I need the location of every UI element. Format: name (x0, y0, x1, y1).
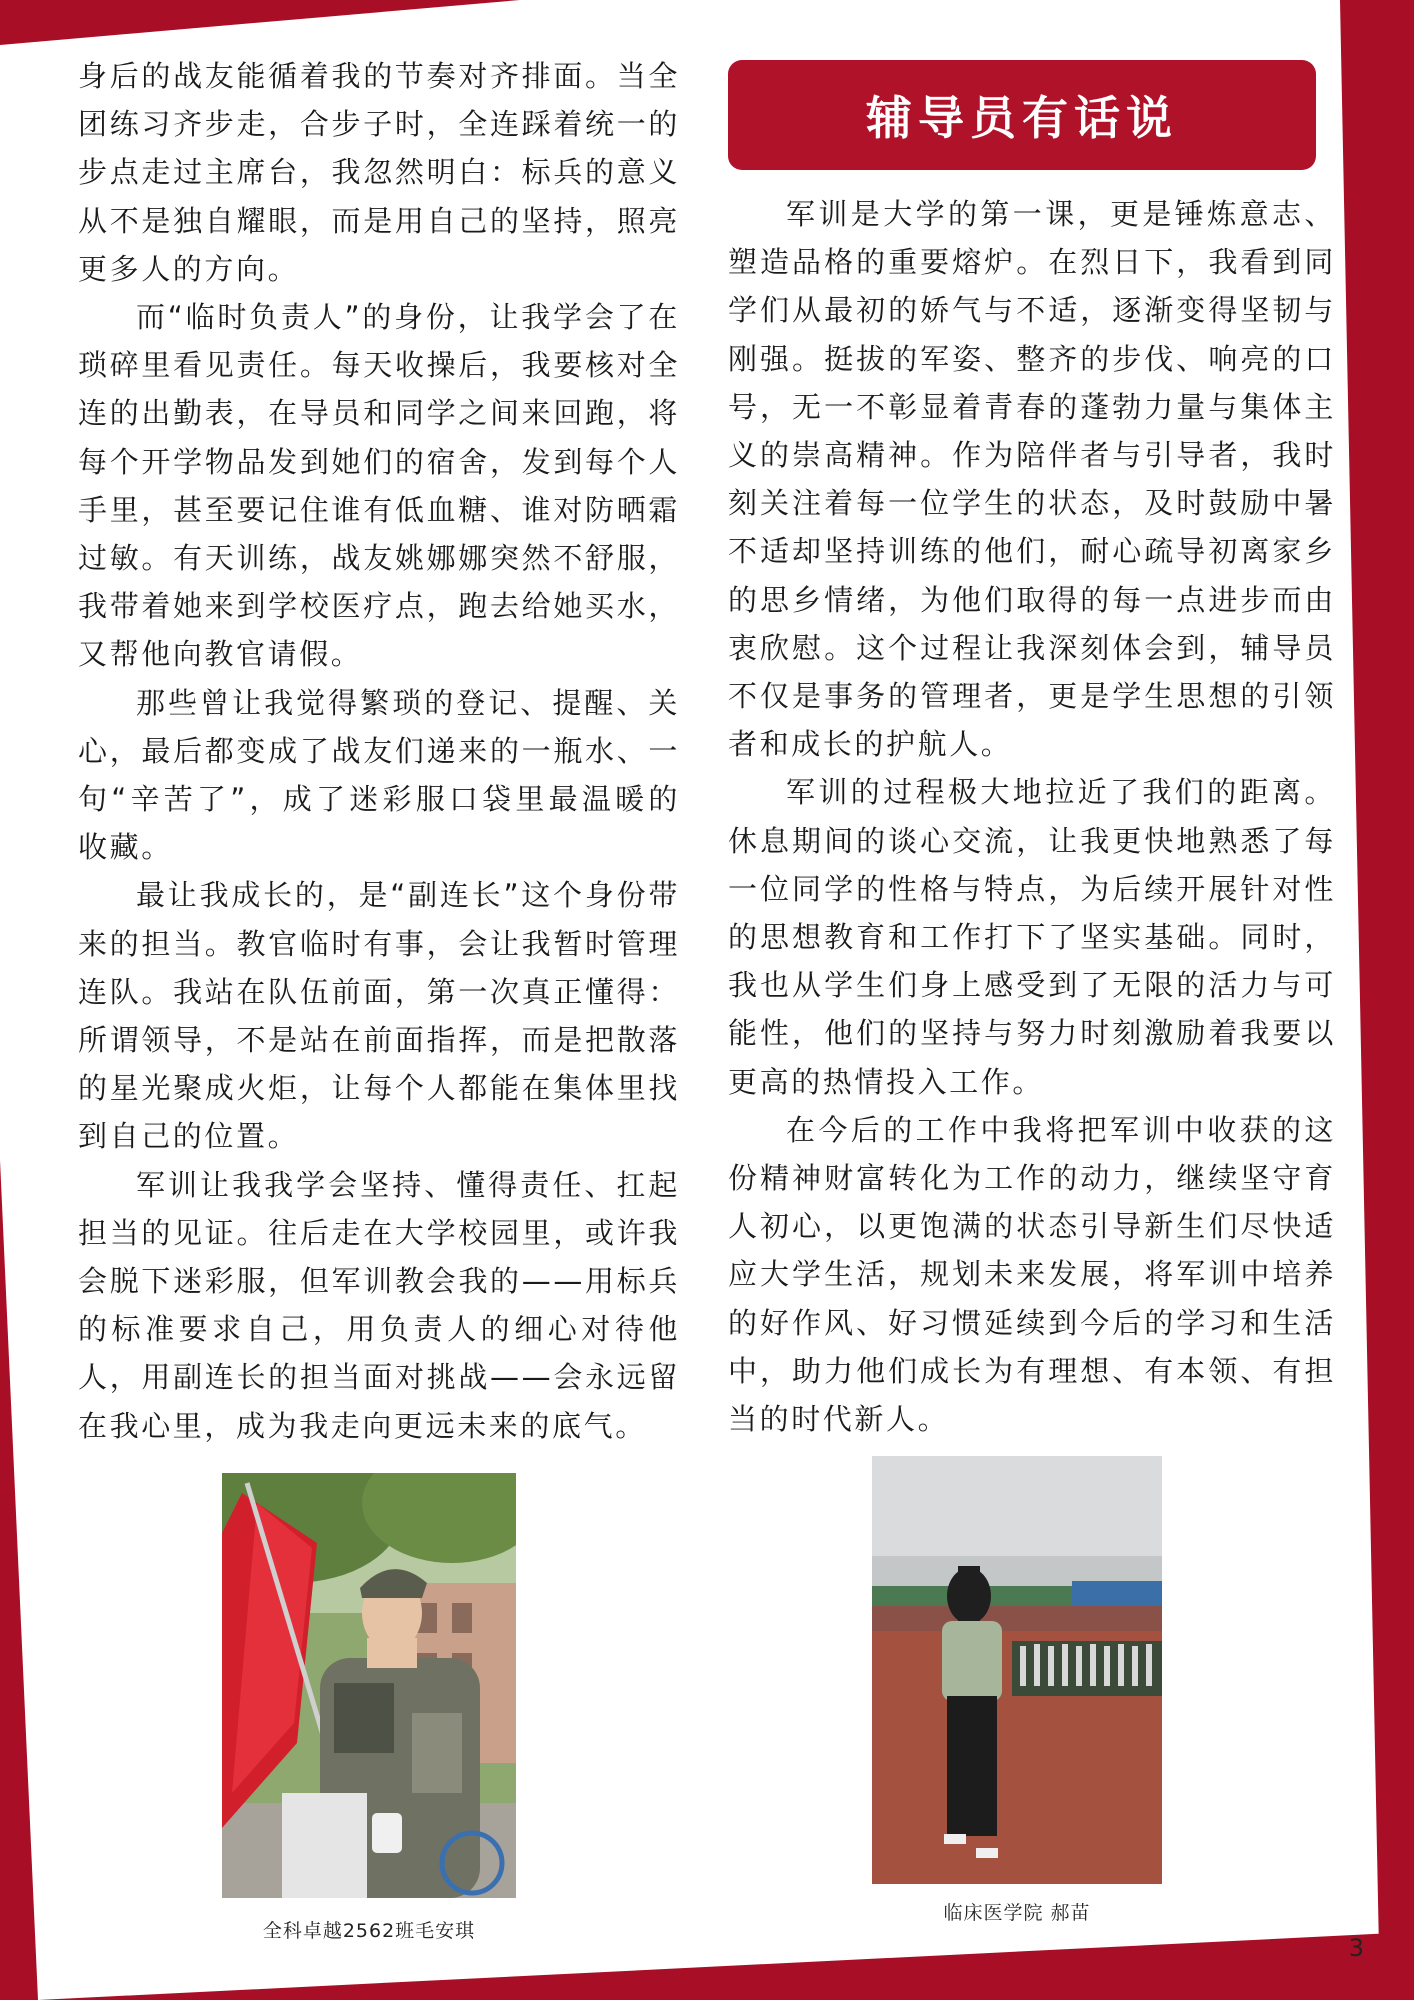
right-paragraph-3: 在今后的工作中我将把军训中收获的这份精神财富转化为工作的动力，继续坚守育人初心，以更饱满的状态引导新生们尽快适应大学生活，规划未来发展，将军训中培养的好作风、好习惯延续到今后的学习和生活中，助力他们成长为有理想、有本领、有担当的时代新人。 (728, 1112, 1336, 1437)
frame-top-wedge (0, 0, 520, 45)
left-paragraph-1: 身后的战友能循着我的节奏对齐排面。当全团练习齐步走，合步子时，全连踩着统一的步点走过主席台，我忽然明白：标兵的意义从不是独自耀眼，而是用自己的坚持，照亮更多人的方向。 (78, 59, 680, 286)
counselor-banner-title: 辅导员有话说 (728, 60, 1316, 170)
right-paragraph-2: 军训的过程极大地拉近了我们的距离。休息期间的谈心交流，让我更快地熟悉了每一位同学的性格与特点，为后续开展针对性的思想教育和工作打下了坚实基础。同时，我也从学生们身上感受到了无限的活力与可能性，他们的坚持与努力时刻激励着我要以更高的热情投入工作。 (728, 775, 1336, 1099)
left-article (78, 52, 680, 1450)
right-article (728, 190, 1336, 1443)
right-paragraph-1: 军训是大学的第一课，更是锤炼意志、塑造品格的重要熔炉。在烈日下，我看到同学们从最初的娇气与不适，逐渐变得坚韧与刚强。挺拔的军姿、整齐的步伐、响亮的口号，无一不彰显着青春的蓬勃力量与集体主义的崇高精神。作为陪伴者与引导者，我时刻关注着每一位学生的状态，及时鼓励中暑不适却坚持训练的他们，耐心疏导初离家乡的思乡情绪，为他们取得的每一点进步而由衷欣慰。这个过程让我深刻体会到，辅导员不仅是事务的管理者，更是学生思想的引领者和成长的护航人。 (728, 197, 1336, 762)
frame-left-wedge (0, 1160, 38, 2000)
left-paragraph-5: 军训让我我学会坚持、懂得责任、扛起担当的见证。往后走在大学校园里，或许我会脱下迷彩服，但军训教会我的——用标兵的标准要求自己，用负责人的细心对待他人，用副连长的担当面对挑战——会永远留在我心里，成为我走向更远未来的底气。 (78, 1167, 680, 1443)
right-photo-caption: 临床医学院 郝苗 (943, 1902, 1091, 1924)
counselor-field-photo (872, 1456, 1162, 1884)
left-photo-caption: 全科卓越2562班毛安琪 (262, 1920, 476, 1942)
student-flag-photo (222, 1473, 516, 1898)
frame-right-band (1340, 0, 1414, 2000)
page-number: 3 (1348, 1934, 1364, 1962)
left-paragraph-3: 那些曾让我觉得繁琐的登记、提醒、关心，最后都变成了战友们递来的一瓶水、一句“辛苦了”，成了迷彩服口袋里最温暖的收藏。 (78, 685, 680, 865)
left-paragraph-2: 而“临时负责人”的身份，让我学会了在琐碎里看见责任。每天收操后，我要核对全连的出勤表，在导员和同学之间来回跑，将每个开学物品发到她们的宿舍，发到每个人手里，甚至要记住谁有低血糖、谁对防晒霜过敏。有天训练，战友姚娜娜突然不舒服，我带着她来到学校医疗点，跑去给她买水，又帮他向教官请假。 (78, 300, 680, 672)
left-paragraph-4: 最让我成长的，是“副连长”这个身份带来的担当。教官临时有事，会让我暂时管理连队。我站在队伍前面，第一次真正懂得：所谓领导，不是站在前面指挥，而是把散落的星光聚成火炬，让每个人都能在集体里找到自己的位置。 (78, 878, 680, 1154)
